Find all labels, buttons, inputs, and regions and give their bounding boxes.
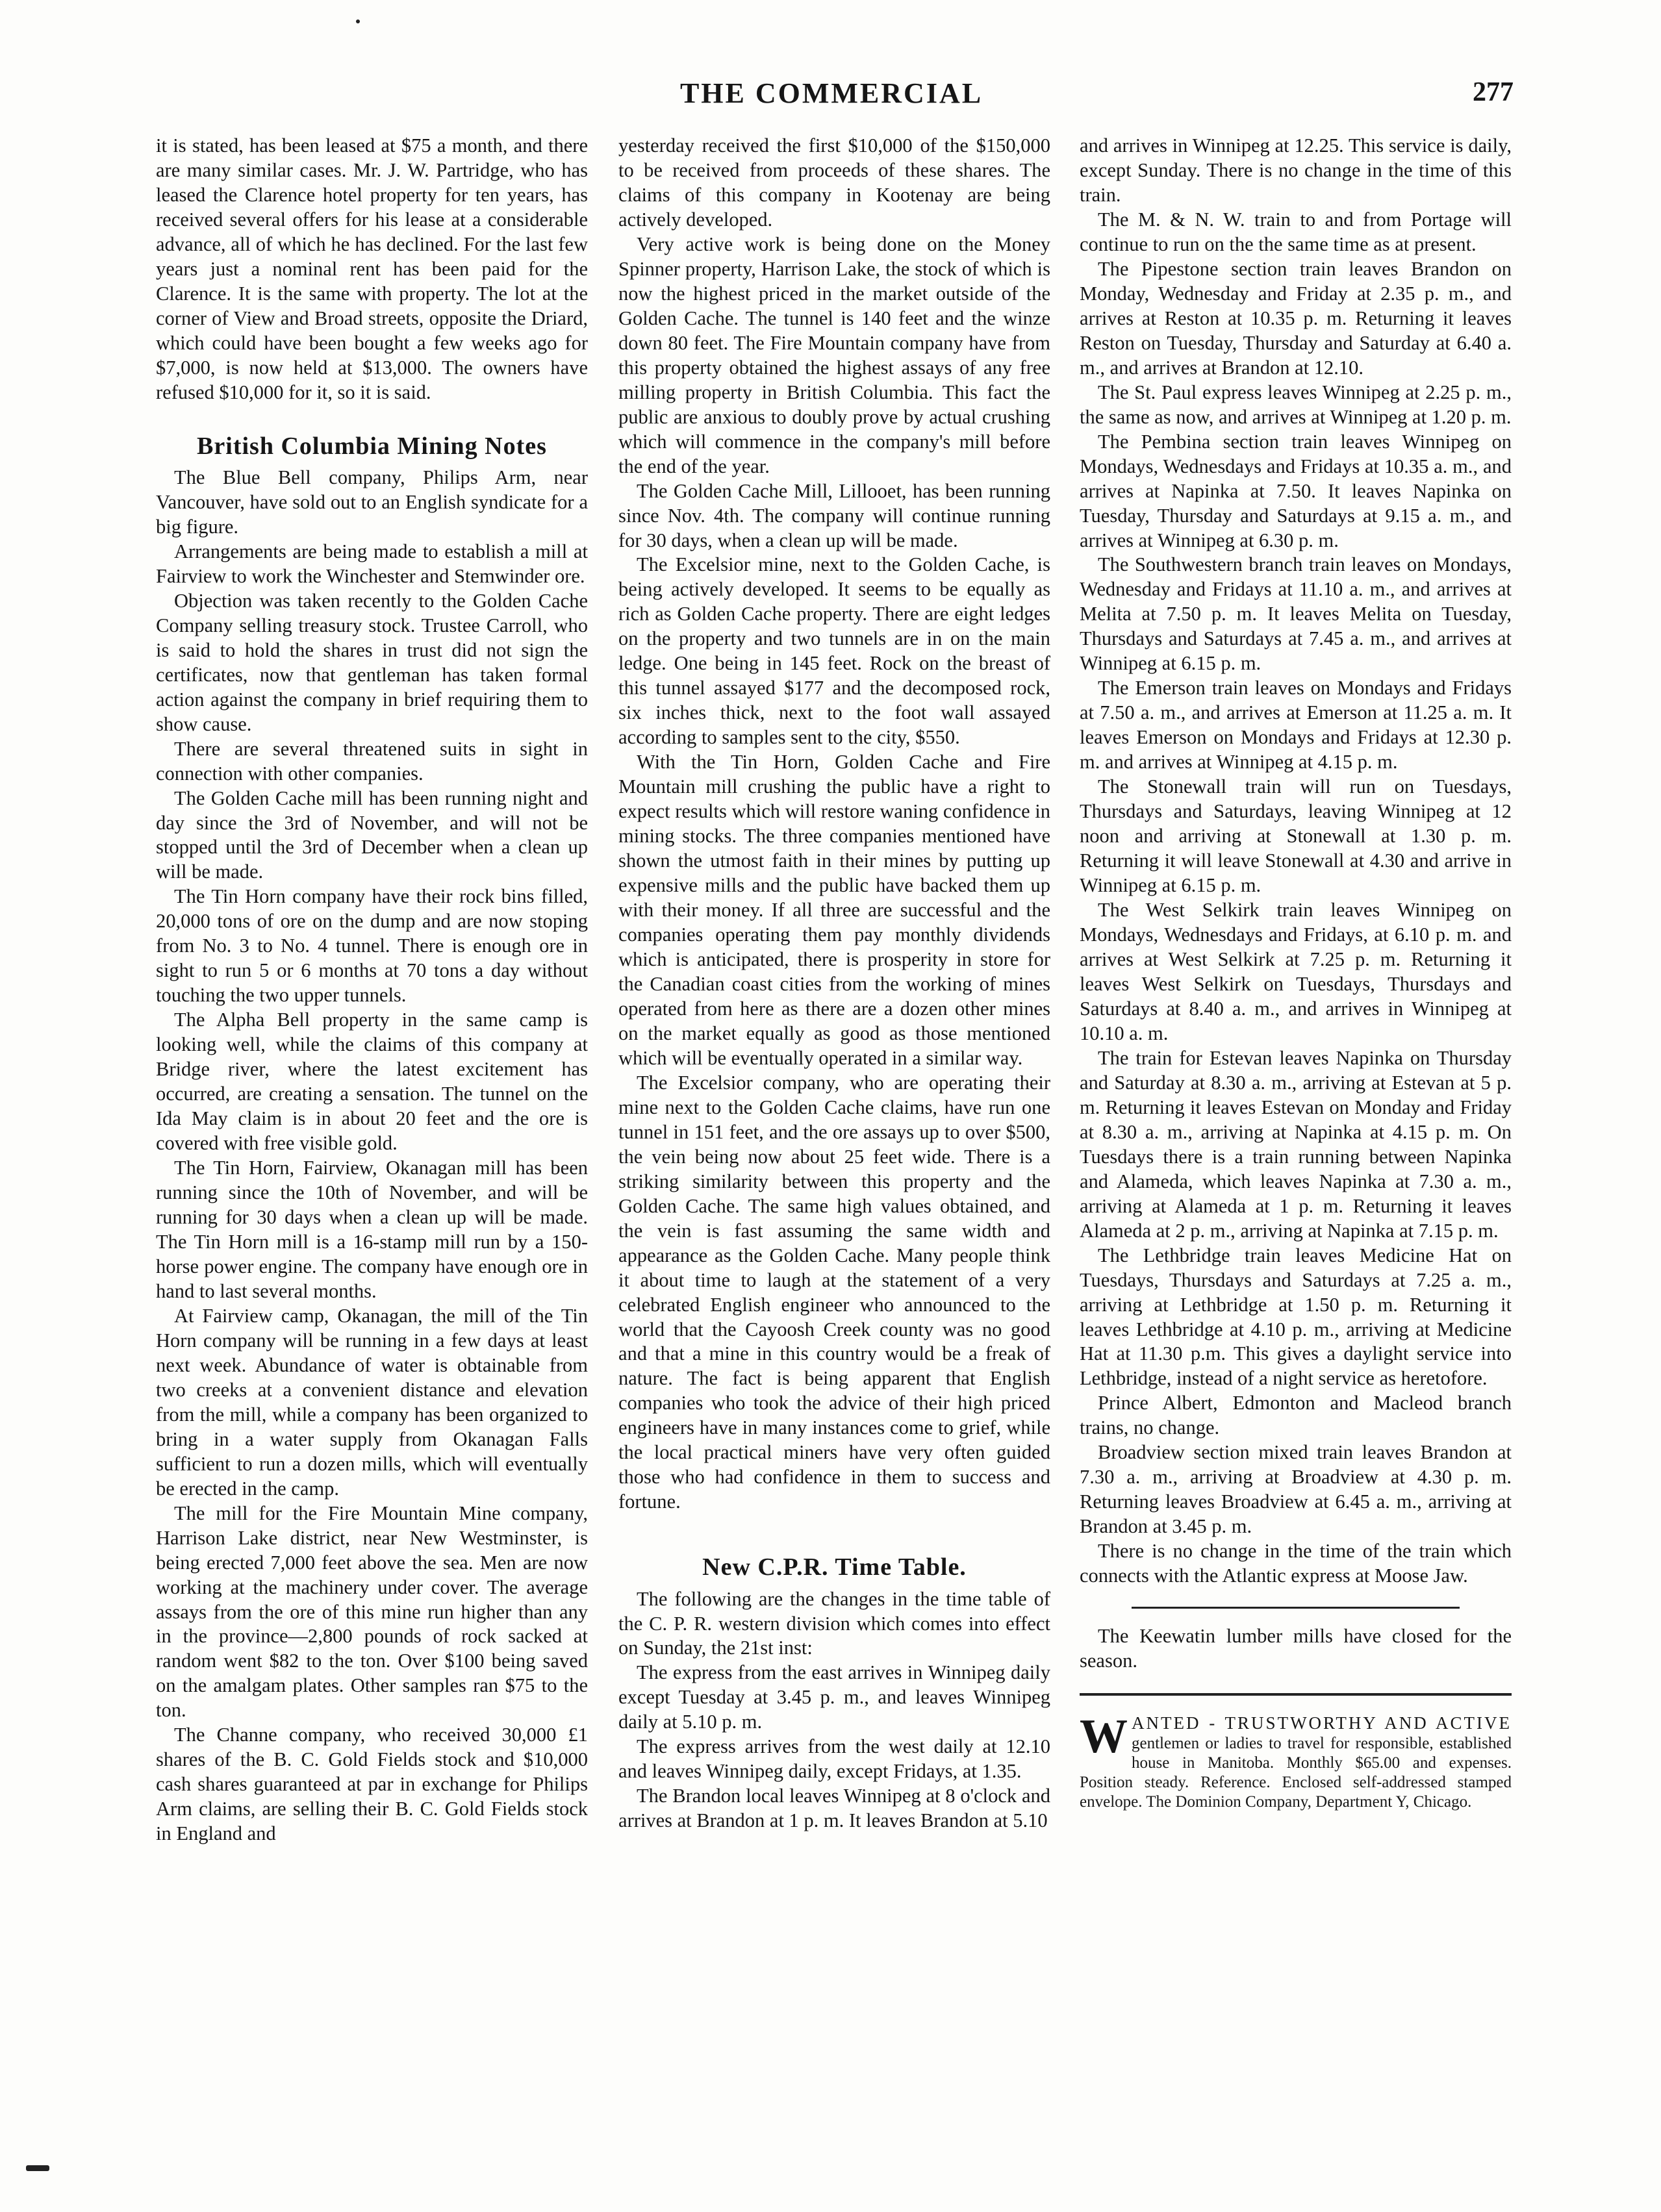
time-table-heading: New C.P.R. Time Table. bbox=[702, 1553, 967, 1581]
lumber-note: The Keewatin lumber mills have closed for the season. bbox=[1080, 1625, 1512, 1672]
paragraph: The St. Paul express leaves Winnipeg at 2.25 p. m., the same as now, and arrives at Winnipeg at 1.20 p. m. bbox=[1080, 381, 1512, 428]
paragraph: The West Selkirk train leaves Winnipeg on Mondays, Wednesdays and Fridays, at 6.10 p. m. and arrives at West Selkirk at 7.25 p. m. Returning it leaves West Selkirk on Tuesdays, Thursdays and Saturdays at 8.40 a. m., and arrives in Winnipeg at 10.10 a. m. bbox=[1080, 899, 1512, 1044]
paragraph: The Channe company, who received 30,000 £1 shares of the B. C. Gold Fields stock and $10,000 cash shares guaranteed at par in exchange for Philips Arm claims, are selling their B. C. Gold Fields stock in England and bbox=[156, 1724, 588, 1845]
paragraph: The train for Estevan leaves Napinka on Thursday and Saturday at 8.30 a. m., arriving at Estevan at 5 p. m. Returning it leaves Estevan on Monday and Friday at 8.30 a. m., arriving at Napinka at 4.15 p. m. On Tuesdays there is a train running between Napinka and Alameda, which leaves Napinka at 7.30 a. m., arriving at Alameda at 1 p. m. Returning it leaves Alameda at 2 p. m., arriving at Napinka at 7.15 p. m. bbox=[1080, 1046, 1512, 1242]
paragraph: The Pipestone section train leaves Brandon on Monday, Wednesday and Friday at 2.35 p. m., and arrives at Reston at 10.35 p. m. Returning it leaves Reston on Tuesday, Thursday and Saturday at 6.40 a. m., and arrives at Brandon at 12.10. bbox=[1080, 257, 1512, 379]
paragraph: and arrives in Winnipeg at 12.25. This service is daily, except Sunday. There is no change in the time of this train. bbox=[1080, 134, 1512, 206]
paragraph: Prince Albert, Edmonton and Macleod branch trains, no change. bbox=[1080, 1392, 1512, 1439]
advert-lead: ANTED - TRUSTWORTHY AND ACTIVE bbox=[1132, 1713, 1512, 1733]
divider bbox=[1080, 1693, 1512, 1696]
paragraph: The Southwestern branch train leaves on Mondays, Wednesday and Fridays at 11.10 a. m., and arrives at Melita at 7.50 p. m. It leaves Melita on Tuesday, Thursdays and Saturdays at 7.45 a. m., and arrives at Winnipeg at 6.15 p. m. bbox=[1080, 553, 1512, 675]
paragraph: The Excelsior mine, next to the Golden Cache, is being actively developed. It seems to be equally as rich as Golden Cache property. There are eight ledges on the property and two tunnels are in on the main ledge. One being in 145 feet. Rock on the breast of this tunnel assayed $177 and the decomposed rock, six inches thick, next to the foot wall assayed according to samples sent to the city, $550. bbox=[618, 553, 1050, 749]
paragraph: The following are the changes in the time table of the C. P. R. western division which comes into effect on Sunday, the 21st inst: bbox=[618, 1587, 1050, 1659]
paragraph: Broadview section mixed train leaves Brandon at 7.30 a. m., arriving at Broadview at 4.30 p. m. Returning leaves Broadview at 6.45 a. m., arriving at Brandon at 3.45 p. m. bbox=[1080, 1441, 1512, 1538]
paragraph: The Lethbridge train leaves Medicine Hat on Tuesdays, Thursdays and Saturdays at 7.25 a. m., arriving at Lethbridge at 1.50 p. m. Returning it leaves Lethbridge at 4.10 p. m., arriving at Medicine Hat at 11.30 p.m. This gives a daylight service into Lethbridge, instead of a night service as heretofore. bbox=[1080, 1244, 1512, 1390]
classified-advert bbox=[1080, 1710, 1512, 1812]
print-speck bbox=[26, 2165, 49, 2171]
advert-drop-cap: W bbox=[1080, 1710, 1126, 1764]
paragraph: The Blue Bell company, Philips Arm, near Vancouver, have sold out to an English syndicate for a big figure. bbox=[156, 466, 588, 538]
paragraph: Very active work is being done on the Money Spinner property, Harrison Lake, the stock of which is now the highest priced in the market outside of the Golden Cache. The tunnel is 140 feet and the winze down 80 feet. The Fire Mountain company have from this property obtained the highest assays of any free milling property in British Columbia. This fact the public are anxious to doubly prove by actual crushing which will commence in the company's mill before the end of the year. bbox=[618, 233, 1050, 477]
paragraph: The Golden Cache mill has been running night and day since the 3rd of November, and will not be stopped until the 3rd of December when a clean up will be made. bbox=[156, 786, 588, 883]
paragraph: The Tin Horn company have their rock bins filled, 20,000 tons of ore on the dump and are now stoping from No. 3 to No. 4 tunnel. There is enough ore in sight to run 5 or 6 months at 70 tons a day without touching the two upper tunnels. bbox=[156, 885, 588, 1007]
column-1 bbox=[156, 134, 588, 1846]
advert-body: gentlemen or ladies to travel for responsible, established house in Manitoba. Monthly $65.00 and expenses. Position steady. Reference. Enclosed self-addressed stamped envelope. The Dominion Company, Department Y, Chicago. bbox=[1080, 1735, 1512, 1811]
paragraph: The express from the east arrives in Winnipeg daily except Tuesday at 3.45 p. m., and leaves Winnipeg daily at 5.10 p. m. bbox=[618, 1661, 1050, 1733]
paragraph: The Brandon local leaves Winnipeg at 8 o'clock and arrives at Brandon at 1 p. m. It leaves Brandon at 5.10 bbox=[618, 1785, 1050, 1832]
paragraph: yesterday received the first $10,000 of the $150,000 to be received from proceeds of these shares. The claims of this company in Kootenay are being actively developed. bbox=[618, 134, 1050, 231]
paragraph: The M. & N. W. train to and from Portage will continue to run on the the same time as at present. bbox=[1080, 208, 1512, 255]
column-2 bbox=[618, 134, 1050, 1833]
column-3 bbox=[1080, 134, 1512, 1812]
paragraph: The Tin Horn, Fairview, Okanagan mill has been running since the 10th of November, and will be running for 30 days when a clean up will be made. The Tin Horn mill is a 16-stamp mill run by a 150-horse power engine. The company have enough ore in hand to last several months. bbox=[156, 1157, 588, 1302]
page-number: 277 bbox=[1473, 77, 1514, 107]
divider bbox=[1132, 1607, 1460, 1609]
paragraph: Arrangements are being made to establish a mill at Fairview to work the Winchester and Stemwinder ore. bbox=[156, 540, 588, 587]
paragraph: With the Tin Horn, Golden Cache and Fire Mountain mill crushing the public have a right to expect results which will restore waning confidence in mining stocks. The three companies mentioned have shown the utmost faith in their mines by putting up expensive mills and the public have backed them up with their money. If all three are successful and the companies operating them pay monthly dividends which is anticipated, there is prosperity in store for the Canadian coast cities from the working of mines operated from here as there are a dozen other mines on the market equally as good as those mentioned which will be eventually operated in a similar way. bbox=[618, 751, 1050, 1069]
paragraph: The Golden Cache Mill, Lillooet, has been running since Nov. 4th. The company will continue running for 30 days, when a clean up will be made. bbox=[618, 479, 1050, 551]
paragraph: There are several threatened suits in sight in connection with other companies. bbox=[156, 737, 588, 785]
page-header bbox=[149, 77, 1514, 116]
article-continuation: it is stated, has been leased at $75 a month, and there are many similar cases. Mr. J. W. Partridge, who has leased the Clarence hotel property for ten years, has received several offers for his lease at a considerable advance, all of which he has declined. For the last few years just a nominal rent has been paid for the Clarence. It is the same with property. The lot at the corner of View and Broad streets, opposite the Driard, which could have been bought a few weeks ago for $7,000, is now held at $13,000. The owners have refused $10,000 for it, so it is said. bbox=[156, 134, 588, 403]
paragraph: The Excelsior company, who are operating their mine next to the Golden Cache claims, have run one tunnel in 151 feet, and the ore assays up to over $500, the vein being now about 25 feet wide. There is a striking similarity between this property and the Golden Cache. The same high values obtained, and the vein is fast assuming the same width and appearance as the Golden Cache. Many people think it about time to laugh at the statement of a very celebrated English engineer who announced to the world that the Cayoosh Creek county was no good and that a mine in this country would be a freak of nature. The fact is being apparent that English companies who took the advice of their high priced engineers have in many instances come to grief, while the local practical miners have very often guided those who had confidence in them to success and fortune. bbox=[618, 1071, 1050, 1513]
paragraph: The mill for the Fire Mountain Mine company, Harrison Lake district, near New Westminster, is being erected 7,000 feet above the sea. Men are now working at the machinery under cover. The average assays from the ore of this mine run higher than any in the province—2,800 pounds of rock sacked at random went $82 to the ton. Over $100 being saved on the amalgam plates. Other samples ran $75 to the ton. bbox=[156, 1502, 588, 1722]
paragraph: The Stonewall train will run on Tuesdays, Thursdays and Saturdays, leaving Winnipeg at 12 noon and arriving at Stonewall at 1.30 p. m. Returning it will leave Stonewall at 4.30 and arrive in Winnipeg at 6.15 p. m. bbox=[1080, 775, 1512, 897]
paragraph: Objection was taken recently to the Golden Cache Company selling treasury stock. Trustee Carroll, who is said to hold the shares in trust did not sign the certificates, now that gentleman has taken formal action against the company in brief requiring them to show cause. bbox=[156, 589, 588, 735]
paragraph: The Alpha Bell property in the same camp is looking well, while the claims of this company at Bridge river, where the latest excitement has occurred, are creating a sensation. The tunnel on the Ida May claim is in about 20 feet and the ore is covered with free visible gold. bbox=[156, 1009, 588, 1155]
publication-title: THE COMMERCIAL bbox=[679, 77, 983, 109]
paragraph: There is no change in the time of the train which connects with the Atlantic express at Moose Jaw. bbox=[1080, 1540, 1512, 1587]
print-speck bbox=[356, 19, 360, 23]
paragraph: The express arrives from the west daily at 12.10 and leaves Winnipeg daily, except Fridays, at 1.35. bbox=[618, 1735, 1050, 1783]
paragraph: The Pembina section train leaves Winnipeg on Mondays, Wednesdays and Fridays at 10.35 a. m., and arrives at Napinka at 7.50. It leaves Napinka on Tuesday, Thursday and Saturdays at 9.15 a. m., and arrives at Winnipeg at 6.30 p. m. bbox=[1080, 430, 1512, 551]
mining-notes-heading: British Columbia Mining Notes bbox=[197, 432, 547, 460]
paragraph: The Emerson train leaves on Mondays and Fridays at 7.50 a. m., and arrives at Emerson at 11.25 a. m. It leaves Emerson on Mondays and Fridays at 12.30 p. m. and arrives at Winnipeg at 4.15 p. m. bbox=[1080, 677, 1512, 773]
paragraph: At Fairview camp, Okanagan, the mill of the Tin Horn company will be running in a few days at least next week. Abundance of water is obtainable from two creeks at a convenient distance and elevation from the mill, while a company has been organized to bring in a water supply from Okanagan Falls sufficient to run a dozen mills, which will eventually be erected in the camp. bbox=[156, 1304, 588, 1500]
